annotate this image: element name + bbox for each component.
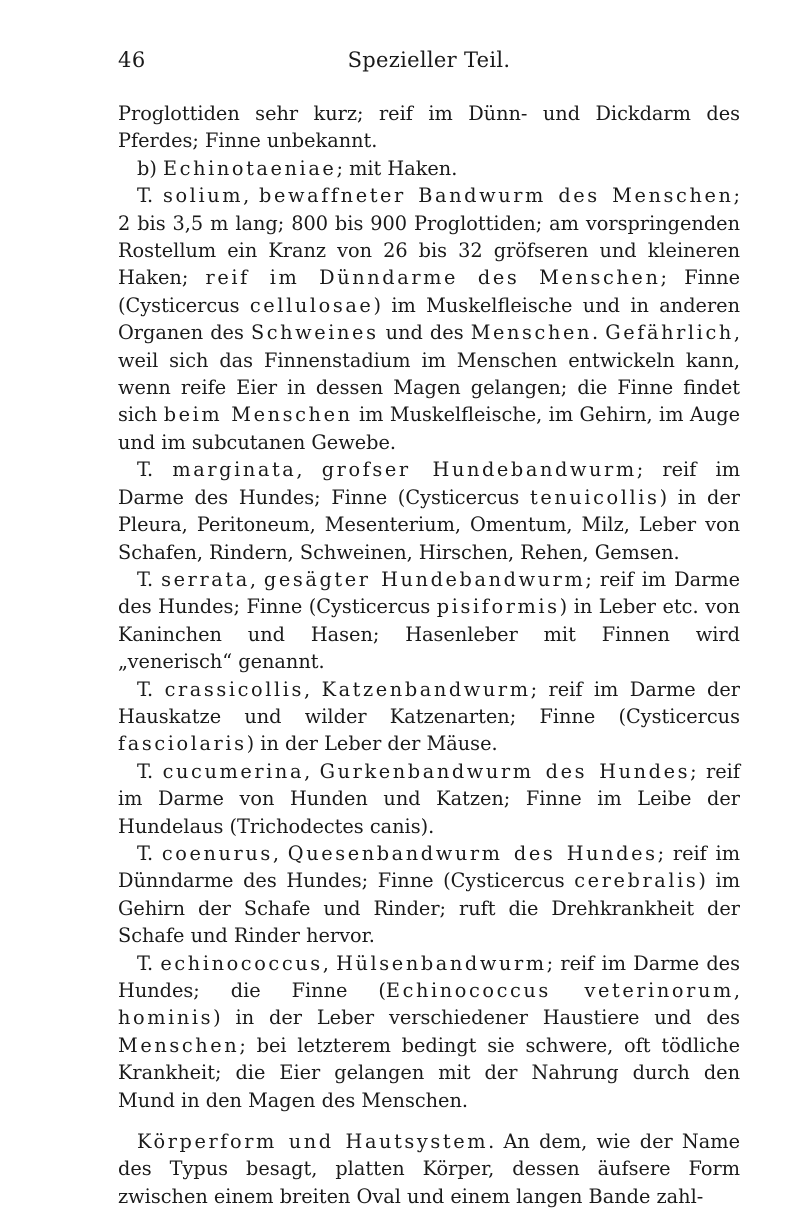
text-run: T. [137, 567, 162, 591]
spaced-term: Menschen [118, 1033, 240, 1057]
spaced-term: Echinococcus veterinorum [385, 979, 734, 1002]
text-run: , [272, 841, 288, 865]
text-run: im Muskelfleische, im Gehirn, im Auge und im subcutanen Gewebe. [118, 403, 740, 454]
text-run: ; reif im Darme des Hundes; Finne (Cysticercus [118, 458, 740, 509]
text-run: T. [137, 458, 173, 482]
text-run: ; bei letzterem bedingt sie schwere, oft tödliche Krankheit; die Eier gelangen mit der Nahrung durch den Mund in den Magen des Menschen. [118, 1033, 740, 1112]
text-run: ; reif im Darme des Hundes; die Finne ( [118, 951, 740, 1002]
text-run: ; reif im Darme der Hauskatze und wilder Katzenarten; Finne (Cysticercus [118, 677, 740, 728]
text-run: , [243, 184, 260, 208]
text-run: ) im Gehirn der Schafe und Rinder; ruft die Drehkrankheit der Schafe und Rinder hervor. [118, 869, 740, 948]
text-run: T. [137, 759, 163, 783]
paragraph [118, 566, 740, 676]
spaced-term: Körperform und Hautsystem [137, 1130, 489, 1154]
text-run: , [249, 567, 264, 591]
spaced-term: beim Menschen [163, 403, 353, 427]
paragraph [118, 182, 740, 456]
text-run: ; reif im Darme des Hundes; Finne (Cysticercus [118, 567, 740, 619]
spaced-term: solium [162, 184, 244, 208]
paragraph [118, 1128, 740, 1210]
spaced-term: hominis [118, 1006, 214, 1030]
spaced-term: grofser Hundebandwurm [321, 458, 637, 482]
paragraph [118, 456, 740, 566]
spaced-term: Menschen [470, 321, 592, 345]
text-run: und des [378, 321, 471, 345]
spaced-term: fasciolaris [118, 732, 247, 756]
text-run: ; 2 bis 3,5 m lang; 800 bis 900 Proglottiden; am vorspringenden Rostellum ein Kranz von 26 bis 32 gröfseren und kleineren Haken; [118, 184, 740, 290]
spaced-term: Katzenbandwurm [321, 677, 531, 701]
text-run: ) in der Leber verschiedener Haustiere und des [213, 1006, 740, 1030]
text-run: ; reif im Dünndarme des Hundes; Finne (Cysticercus [118, 841, 740, 893]
text-run: ; Finne (Cysticercus [118, 266, 740, 317]
spaced-term: coenurus [161, 841, 273, 865]
text-run: b) [137, 156, 163, 180]
spaced-term: Gurkenbandwurm des Hundes [319, 759, 691, 783]
spaced-term: serrata [161, 567, 250, 591]
text-run: T. [137, 841, 162, 865]
paragraph [118, 758, 740, 840]
text-run: . An dem, wie der Name des Typus besagt, platten Körper, dessen äufsere Form zwischen einem breiten Oval und einem langen Bande zahl- [118, 1130, 740, 1208]
spaced-term: crassicollis [164, 677, 305, 701]
spaced-term: cucumerina [162, 759, 305, 783]
spaced-term: tenuicollis [529, 485, 660, 509]
text-run: ; mit Haken. [336, 156, 458, 180]
text-run: ) in der Pleura, Peritoneum, Mesenterium, Omentum, Milz, Leber von Schafen, Rindern, Schweinen, Hirschen, Rehen, Gemsen. [118, 485, 740, 564]
paragraph [118, 950, 740, 1114]
text-run: , [733, 979, 740, 1002]
spaced-term: cerebralis [574, 869, 699, 893]
text-run: ) in der Leber der Mäuse. [246, 732, 498, 756]
spaced-term: reif im Dünndarme des Menschen [205, 266, 661, 290]
paragraph [118, 840, 740, 950]
running-head: Spezieller Teil. [347, 48, 511, 72]
paragraph [118, 676, 740, 758]
spaced-term: Quesenbandwurm des Hundes [287, 841, 658, 865]
spaced-term: Schweines [250, 321, 379, 345]
text-run: ; reif im Darme von Hunden und Katzen; Finne im Leibe der Hundelaus (Trichodectes canis). [118, 759, 740, 838]
spaced-term: cellulosae [249, 293, 374, 317]
spaced-term: Echinotaeniae [163, 156, 337, 180]
text-run: , weil sich das Finnenstadium im Menschen entwickeln kann, wenn reife Eier in dessen Magen gelangen; die Finne findet sich [118, 321, 741, 427]
text-run: , [304, 677, 322, 701]
spaced-term: bewaffneter Bandwurm des Menschen [259, 184, 734, 208]
page-header [118, 48, 740, 78]
text-run: ) im Muskelfleische und in anderen Organen des [118, 293, 740, 345]
text-run: ) in Leber etc. von Kaninchen und Hasen; Hasenleber mit Finnen wird „venerisch“ genannt. [118, 595, 740, 674]
text-run: Proglottiden sehr kurz; reif im Dünn- und Dickdarm des Pferdes; Finne unbekannt. [118, 102, 740, 153]
text-run: , [296, 458, 322, 482]
text-run: , [304, 759, 320, 783]
spaced-term: Hülsenbandwurm [336, 951, 547, 975]
spaced-term: echinococcus [160, 951, 323, 975]
body-text [118, 100, 740, 1210]
paragraph [118, 100, 740, 155]
text-run: , [322, 951, 337, 975]
text-run: T. [137, 951, 161, 975]
paragraph [118, 155, 740, 182]
page-number: 46 [118, 48, 146, 72]
text-run: T. [137, 184, 163, 208]
text-run: . [592, 321, 606, 345]
spaced-term: gesägter Hundebandwurm [263, 567, 586, 591]
spaced-term: pisiformis [436, 595, 560, 619]
spaced-term: Gefährlich [605, 321, 734, 345]
text-run: T. [137, 677, 165, 701]
spaced-term: marginata [172, 458, 297, 482]
